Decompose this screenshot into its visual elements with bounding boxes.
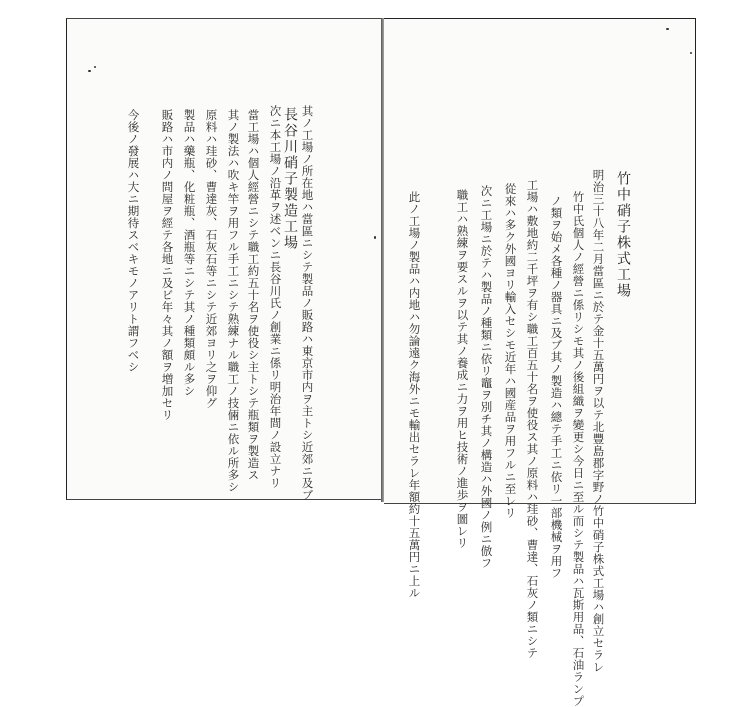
left-text-column-8: 今後ノ發展ハ大ニ期待スベキモノアリト謂フベシ: [126, 109, 141, 373]
scan-speck: [88, 70, 91, 72]
right-text-column-8: 此ノ工場ノ製品ハ内地ハ勿論遠ク海外ニモ輸出セラレ年額約十五萬円ニ上ル: [407, 191, 422, 599]
left-text-column-7: 販路ハ市内ノ問屋ヲ經テ各地ニ及ビ年々其ノ額ヲ増加セリ: [160, 109, 175, 421]
left-page-title: 長谷川硝子製造工場: [282, 107, 298, 251]
left-text-column-1: 其ノ工場ノ所在地ハ當區ニシテ製品ノ販路ハ東京市内ヲ主トシ近郊ニ及ブ: [300, 105, 315, 501]
left-text-column-5: 原料ハ珪砂、曹達灰、石灰石等ニシテ近郊ヨリ之ヲ仰グ: [204, 109, 219, 409]
left-page: [66, 18, 385, 500]
right-text-column-7: 職工ハ熟練ヲ要スルヲ以テ其ノ養成ニ力ヲ用ヒ技術ノ進歩ヲ圖レリ: [455, 189, 470, 549]
right-page: [384, 18, 696, 707]
right-text-column-5: 從來ハ多ク外國ヨリ輸入セシモ近年ハ國産品ヲ用フルニ至レリ: [503, 183, 518, 519]
scan-speck: [94, 66, 96, 68]
right-text-column-3: ノ類ヲ始メ各種ノ器具ニ及ブ其ノ製造ハ總テ手工ニ依リ一部機械ヲ用フ: [549, 195, 564, 579]
left-text-column-3: 當工場ハ個人經營ニシテ職工約五十名ヲ使役シ主トシテ瓶類ヲ製造ス: [246, 109, 261, 481]
scan-speck: [666, 28, 669, 30]
right-text-column-6: 次ニ工場ニ於テハ製品ノ種類ニ依リ竈ヲ別チ其ノ構造ハ外國ノ例ニ倣フ: [479, 185, 494, 569]
left-text-column-6: 製品ハ藥瓶、化粧瓶、酒瓶等ニシテ其ノ種類頗ル多シ: [182, 109, 197, 397]
left-text-column-2: 次ニ本工場ノ沿革ヲ述ベンニ長谷川氏ノ創業ニ係リ明治年間ノ設立ナリ: [268, 105, 283, 489]
right-text-column-1: 明治三十八年二月當區ニ於テ金十五萬円ヲ以テ北豐島郡字野ノ竹中硝子株式工場ハ創立セラレ: [591, 169, 606, 673]
right-text-column-4: 工場ハ敷地約二千坪ヲ有シ職工百五十名ヲ使役ス其ノ原料ハ珪砂、曹達、石灰ノ類ニシテ: [525, 179, 540, 659]
left-text-column-4: 其ノ製法ハ吹キ竿ヲ用フル手工ニシテ熟練ナル職工ノ技倆ニ依ル所多シ: [226, 109, 241, 493]
scan-speck: [374, 236, 376, 239]
scan-speck: [690, 52, 692, 54]
right-page-title: 竹中硝子株式工場: [615, 171, 631, 299]
right-text-column-2: 竹中氏個人ノ經營ニ係リシモ其ノ後組織ヲ變更シ今日ニ至ル而シテ製品ハ瓦斯用品、石油ランプ: [571, 191, 586, 707]
